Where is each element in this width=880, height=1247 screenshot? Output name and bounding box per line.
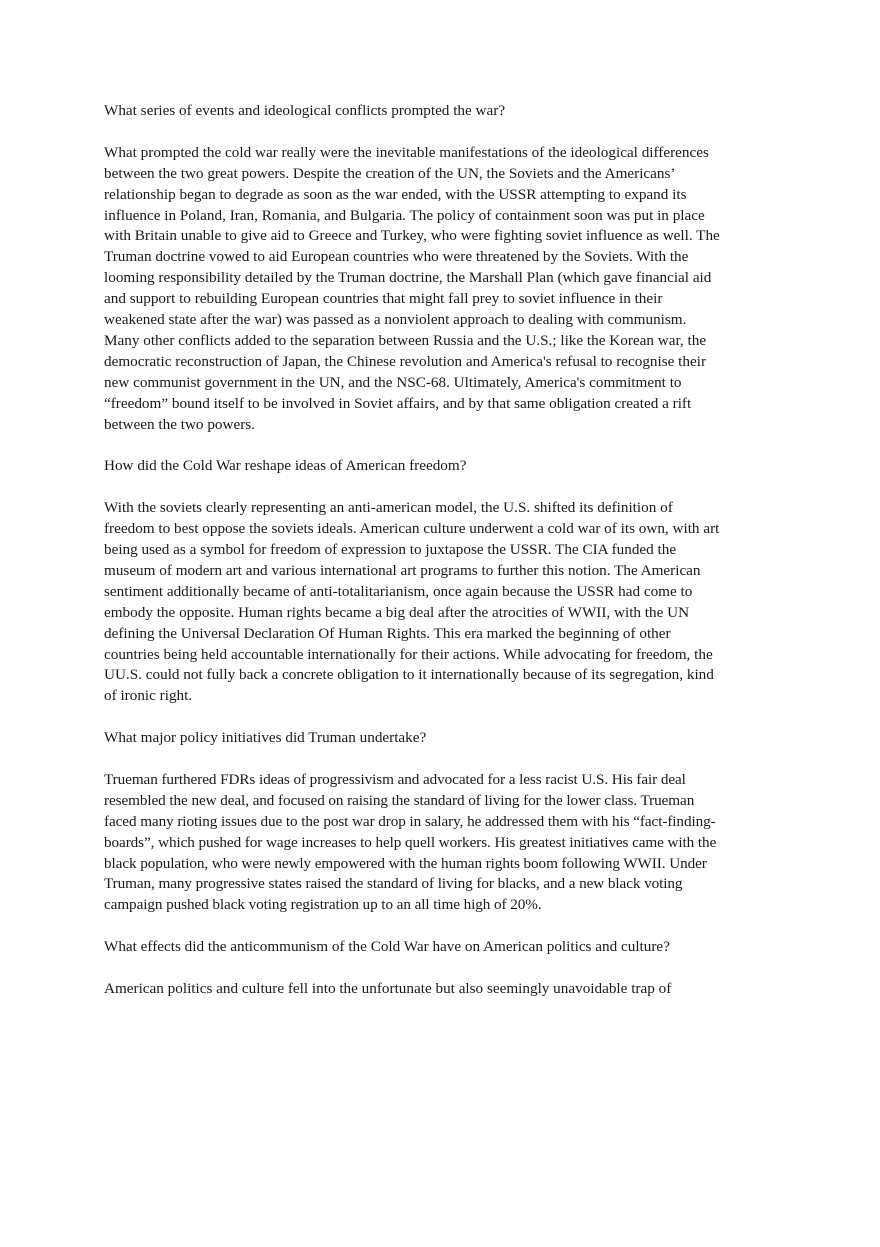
answer-4: American politics and culture fell into the unfortunate but also seemingly unavoidable trap of: [104, 979, 672, 997]
document-body: [104, 101, 720, 1021]
answer-2: With the soviets clearly representing an anti-american model, the U.S. shifted its definition of freedom to best oppose the soviets ideals. American culture underwent a cold war of its own, with art being used as a symbol for freedom of expression to juxtapose the USSR. The CIA funded the museum of modern art and various international art programs to further this notion. The American sentiment additionally became of anti-totalitarianism, once again because the USSR had come to embody the opposite. Human rights became a big deal after the atrocities of WWII, with the UN defining the Universal Declaration Of Human Rights. This era marked the beginning of other countries being held accountable internationally for their actions. While advocating for freedom, the UU.S. could not fully back a concrete obligation to it internationally because of its segregation, kind of ironic right.: [104, 499, 720, 705]
section-3: [104, 728, 720, 916]
question-3: What major policy initiatives did Truman undertake?: [104, 729, 427, 747]
question-4: What effects did the anticommunism of the Cold War have on American politics and culture?: [104, 938, 670, 956]
answer-1: What prompted the cold war really were the inevitable manifestations of the ideological differences between the two great powers. Despite the creation of the UN, the Soviets and the Americans’ relationship began to degrade as soon as the war ended, with the USSR attempting to expand its influence in Poland, Iran, Romania, and Bulgaria. The policy of containment soon was put in place with Britain unable to give aid to Greece and Turkey, who were fighting soviet influence as well. The Truman doctrine vowed to aid European countries who were threatened by the Soviets. With the looming responsibility detailed by the Truman doctrine, the Marshall Plan (which gave financial aid and support to rebuilding European countries that might fall prey to soviet influence in their weakened state after the war) was passed as a nonviolent approach to dealing with communism. Many other conflicts added to the separation between Russia and the U.S.; like the Korean war, the democratic reconstruction of Japan, the Chinese revolution and America's refusal to recognise their new communist government in the UN, and the NSC-68. Ultimately, America's commitment to “freedom” bound itself to be involved in Soviet affairs, and by that same obligation created a rift between the two powers.: [104, 143, 720, 433]
question-1: What series of events and ideological conflicts prompted the war?: [104, 102, 506, 119]
answer-3: Trueman furthered FDRs ideas of progressivism and advocated for a less racist U.S. His fair deal resembled the new deal, and focused on raising the standard of living for the lower class. Trueman faced many rioting issues due to the post war drop in salary, he addressed them with his “fact-finding-boards”, which pushed for wage increases to help quell workers. His greatest initiatives came with the black population, who were newly empowered with the human rights boom following WWII. Under Truman, many progressive states raised the standard of living for blacks, and a new black voting campaign pushed black voting registration up to an all time high of 20%.: [104, 770, 717, 914]
question-2: How did the Cold War reshape ideas of American freedom?: [104, 457, 467, 475]
